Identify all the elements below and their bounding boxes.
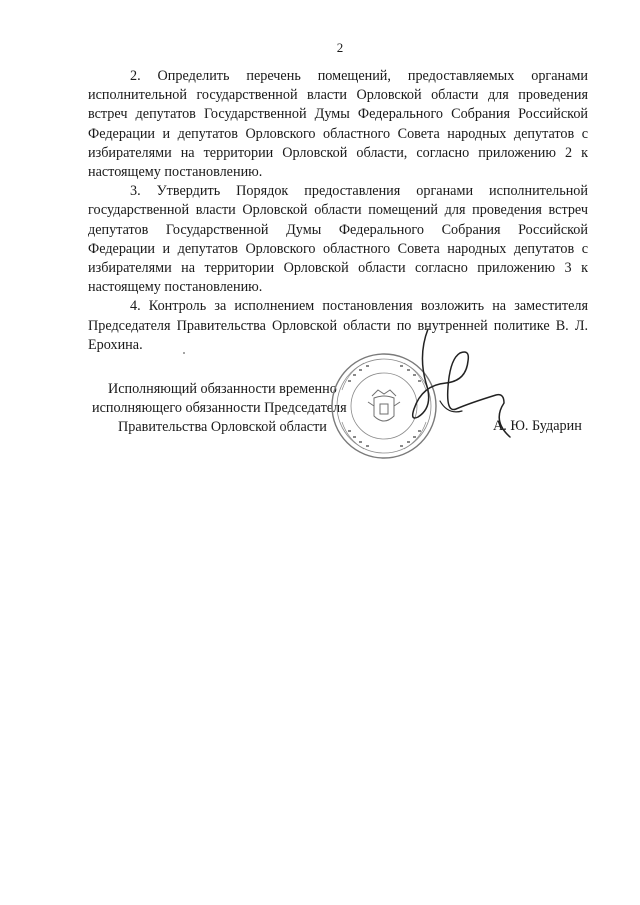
signatory-position	[90, 380, 350, 437]
stray-dot-mark	[183, 352, 185, 354]
signatory-position-line-3: Правительства Орловской области	[118, 419, 327, 435]
signatory-name: А. Ю. Бударин	[493, 418, 582, 434]
paragraph-3: 3. Утвердить Порядок предоставления органами исполнительной государственной власти Орловской области помещений для проведения встреч депутатов Государственной Думы Федерального Собрания Российской Федерации и депутатов Орловского областного Совета народных депутатов с избирателями на территории Орловской области согласно приложению 3 к настоящему постановлению.	[88, 183, 588, 296]
paragraph-2: 2. Определить перечень помещений, предоставляемых органами исполнительной государственной власти Орловской области для проведения встреч депутатов Государственной Думы Федерального Собрания Российской Федерации и депутатов Орловского областного Совета народных депутатов с избирателями на территории Орловской области, согласно приложению 2 к настоящему постановлению.	[88, 68, 588, 181]
document-body	[88, 67, 588, 355]
paragraph-4: 4. Контроль за исполнением постановления возложить на заместителя Председателя Правительства Орловской области по внутренней политике В. Л. Ерохина.	[88, 298, 588, 353]
signatory-position-line-1: Исполняющий обязанности временно	[108, 381, 337, 397]
signatory-position-line-2: исполняющего обязанности Председателя	[92, 400, 347, 416]
page-number: 2	[336, 40, 344, 55]
